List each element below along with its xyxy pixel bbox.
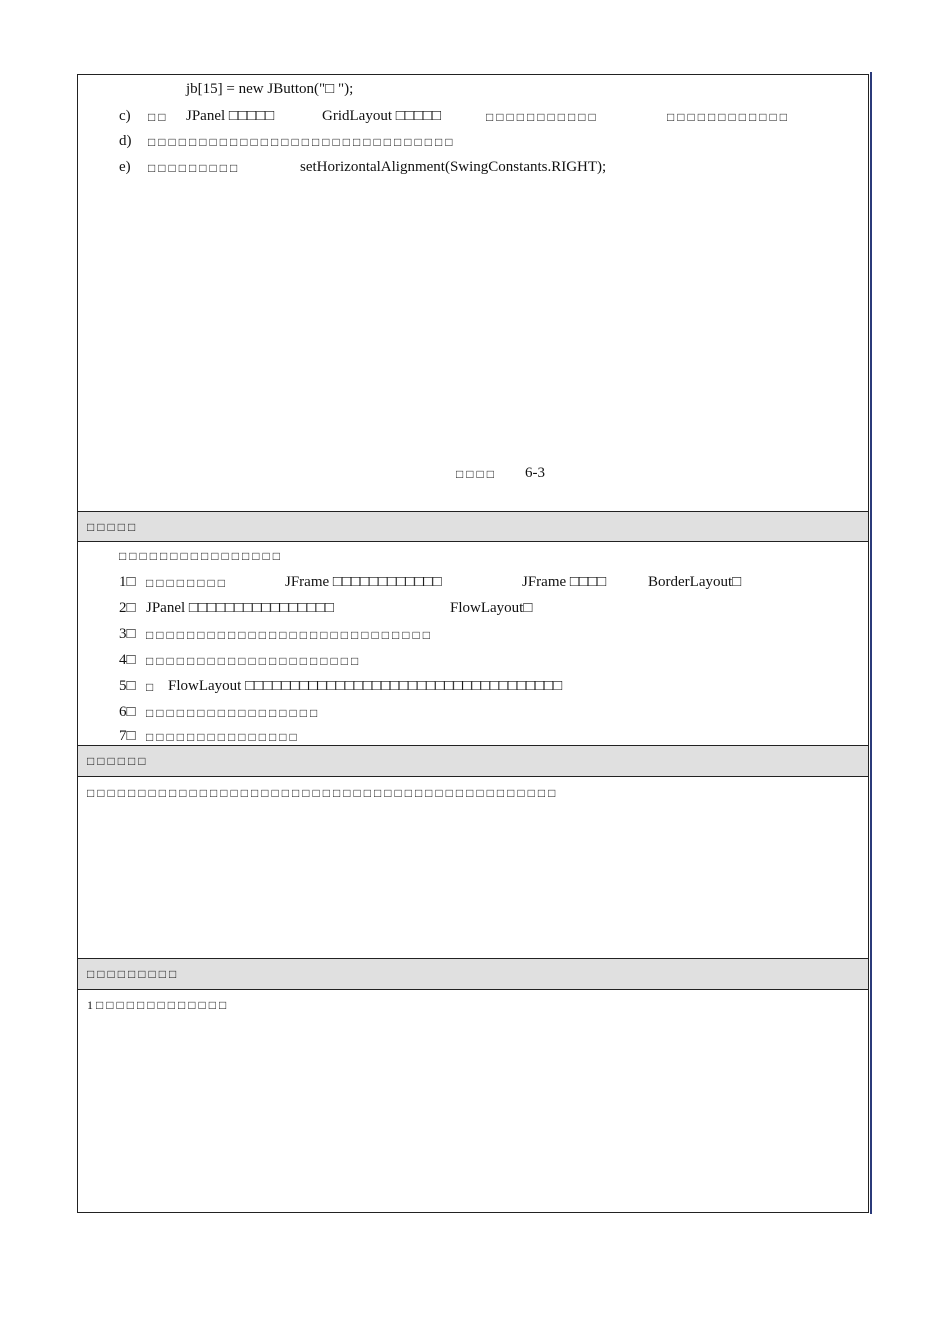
s1-item-7-part-1: □□□□□□□□□□□□□□□ [146, 730, 300, 744]
section-header-3-title: □□□□□□□□□ [87, 967, 180, 981]
s1-item-1-part-1: □□□□□□□□ [146, 576, 228, 590]
divider [78, 989, 868, 990]
figure-caption-number: 6-3 [525, 465, 545, 481]
section-header-2-title: □□□□□□ [87, 754, 149, 768]
s1-item-3-marker: 3□ [119, 626, 136, 642]
section-header-2 [78, 746, 868, 776]
figure-caption-label: □□□□ [456, 467, 497, 481]
item-c-part-5: □□□□□□□□□□□□ [667, 110, 790, 124]
section-header-1-title: □□□□□ [87, 520, 139, 534]
s1-item-4-part-1: □□□□□□□□□□□□□□□□□□□□□ [146, 654, 362, 668]
s1-item-6-part-1: □□□□□□□□□□□□□□□□□ [146, 706, 321, 720]
s1-item-4-marker: 4□ [119, 652, 136, 668]
item-d-marker: d) [119, 133, 132, 149]
item-d-part-1: □□□□□□□□□□□□□□□□□□□□□□□□□□□□□□ [148, 135, 456, 149]
s1-item-2-marker: 2□ [119, 600, 136, 616]
item-c-part-4: □□□□□□□□□□□ [486, 110, 599, 124]
section-header-1 [78, 512, 868, 541]
right-edge-rule [870, 72, 872, 1214]
item-c-marker: c) [119, 108, 131, 124]
s1-item-3-part-1: □□□□□□□□□□□□□□□□□□□□□□□□□□□□ [146, 628, 433, 642]
section3-body: 1□□□□□□□□□□□□□ [87, 998, 230, 1012]
s1-item-5-marker: 5□ [119, 678, 136, 694]
section2-body: □□□□□□□□□□□□□□□□□□□□□□□□□□□□□□□□□□□□□□□□□□□□□□ [87, 786, 559, 800]
item-e-part-2: setHorizontalAlignment(SwingConstants.RIGHT); [300, 159, 607, 175]
divider [78, 776, 868, 777]
s1-item-1-part-4: BorderLayout□ [648, 574, 742, 590]
item-c-part-2: JPanel □□□□□ [186, 108, 275, 124]
item-e-part-1: □□□□□□□□□ [148, 161, 241, 175]
document-table [77, 74, 869, 1213]
s1-item-5-part-2: FlowLayout □□□□□□□□□□□□□□□□□□□□□□□□□□□□□□□□□□□ [168, 678, 563, 694]
section-header-3 [78, 959, 868, 989]
s1-item-6-marker: 6□ [119, 704, 136, 720]
s1-item-1-part-2: JFrame □□□□□□□□□□□□ [285, 574, 442, 590]
code-line: jb[15] = new JButton("□ "); [186, 81, 354, 97]
s1-item-1-part-3: JFrame □□□□ [522, 574, 607, 590]
s1-item-7-marker: 7□ [119, 728, 136, 744]
s1-item-2-part-1: JPanel □□□□□□□□□□□□□□□□ [146, 600, 334, 616]
s1-item-1-marker: 1□ [119, 574, 136, 590]
s1-item-5-part-1: □ [146, 680, 157, 694]
item-c-part-1: □□ [148, 110, 169, 124]
divider [78, 541, 868, 542]
item-c-part-3: GridLayout □□□□□ [322, 108, 442, 124]
section1-intro: □□□□□□□□□□□□□□□□ [119, 549, 283, 563]
item-e-marker: e) [119, 159, 131, 175]
s1-item-2-part-2: FlowLayout□ [450, 600, 533, 616]
